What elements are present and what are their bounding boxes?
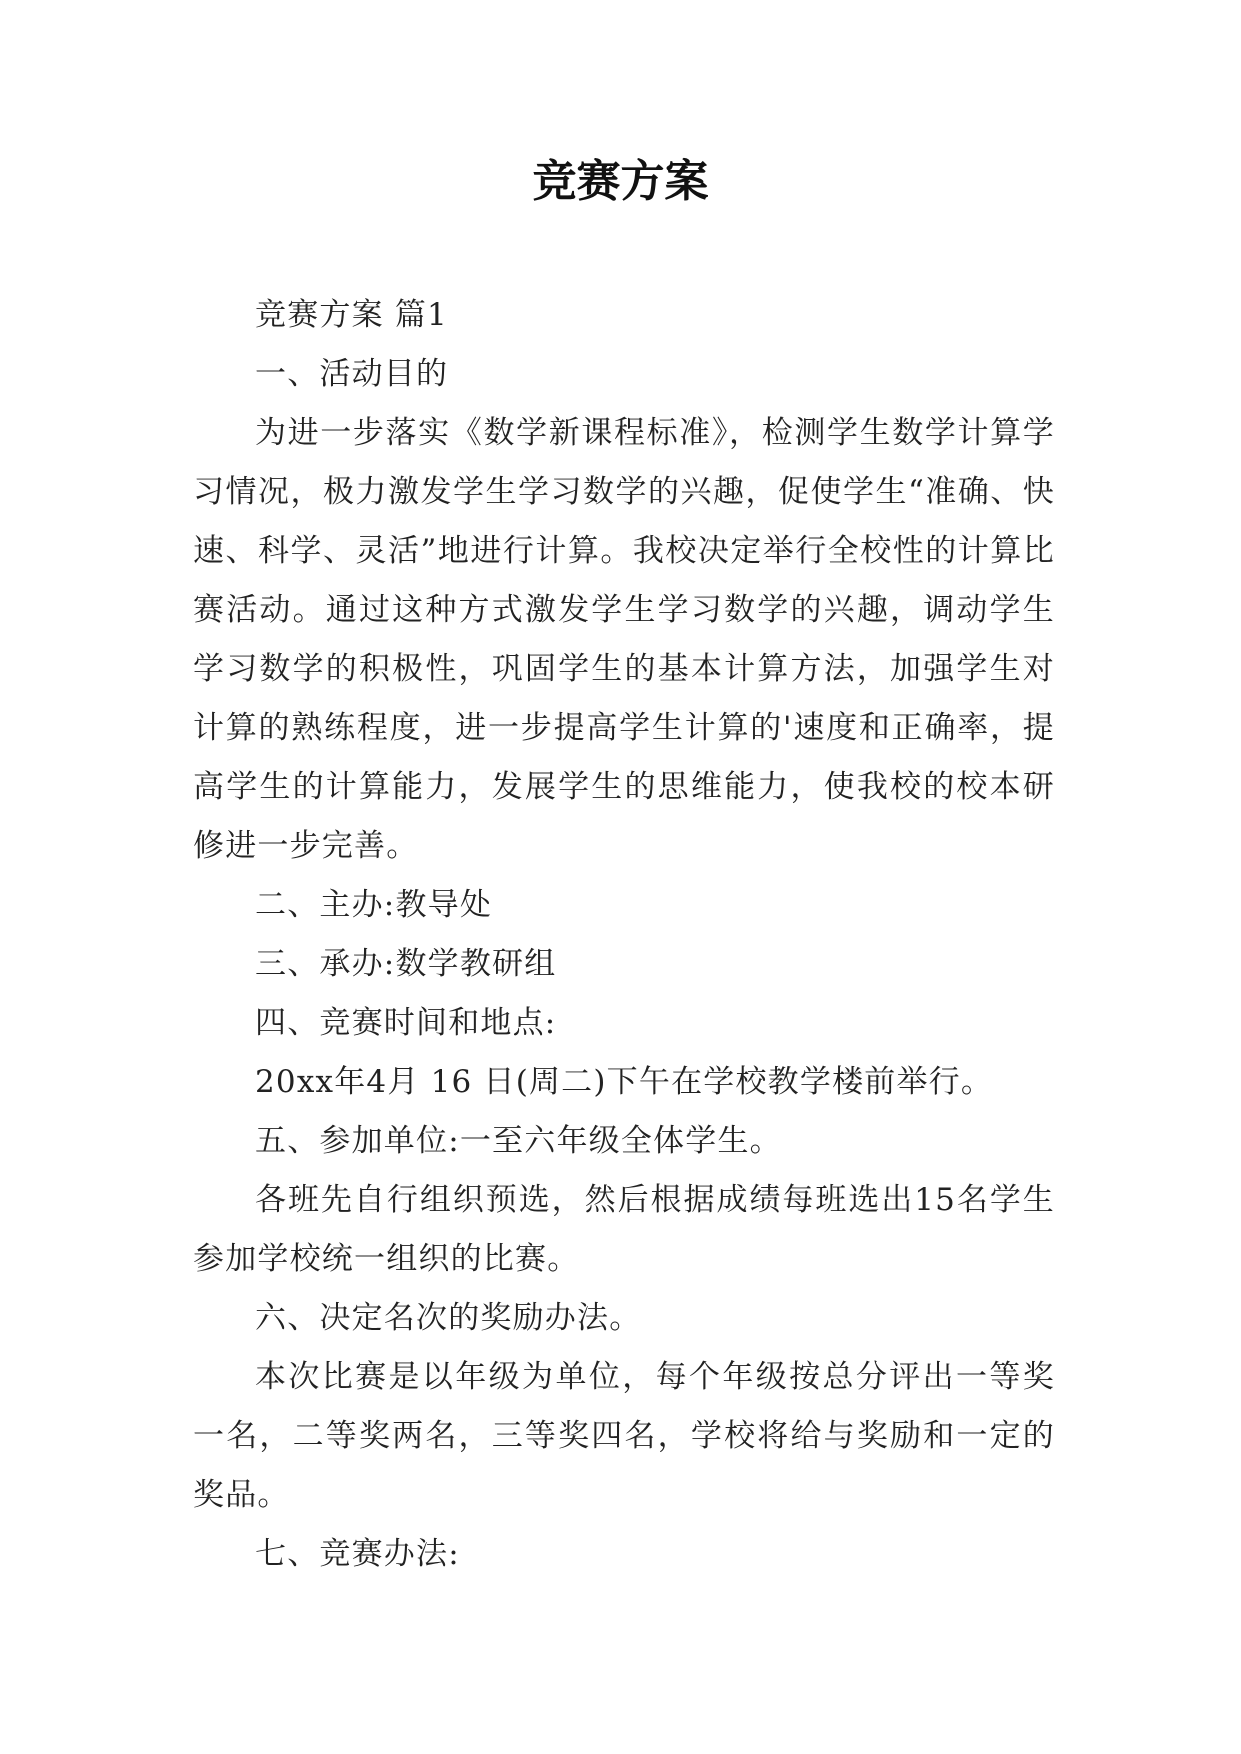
method-heading: 七、竞赛办法: [255,1536,460,1572]
item-heading-purpose: 一、活动目的 [255,356,449,392]
time-place-line: 20xx年4月 16 日(周二)下午在学校教学楼前举行。 [255,1064,994,1100]
purpose-paragraph: 为进一步落实《数学新课程标准》，检测学生数学计算学习情况，极力激发学生学习数学的兴趣，促使学生“准确、快速、科学、灵活”地进行计算。我校决定举行全校性的计算比赛活动。通过这种方式激发学生学习数学的兴趣，调动学生学习数学的积极性，巩固学生的基本计算方法，加强学生对计算的熟练程度，进一步提高学生计算的'速度和正确率，提高学生的计算能力，发展学生的思维能力，使我校的校本研修进一步完善。 [193,415,1055,864]
section-heading: 竞赛方案 篇1 [255,297,448,333]
participants-line: 五、参加单位:一至六年级全体学生。 [255,1123,782,1159]
organizer-line: 二、主办:教导处 [255,887,493,923]
time-place-heading: 四、竞赛时间和地点: [255,1005,557,1041]
undertaker-line: 三、承办:数学教研组 [255,946,557,982]
document-body [193,286,1055,1584]
preselection-paragraph: 各班先自行组织预选，然后根据成绩每班选出15名学生参加学校统一组织的比赛。 [193,1182,1055,1277]
awards-paragraph: 本次比赛是以年级为单位，每个年级按总分评出一等奖一名，二等奖两名，三等奖四名，学校将给与奖励和一定的奖品。 [193,1359,1055,1513]
document-title: 竞赛方案 [532,156,709,207]
awards-heading: 六、决定名次的奖励办法。 [255,1300,642,1336]
